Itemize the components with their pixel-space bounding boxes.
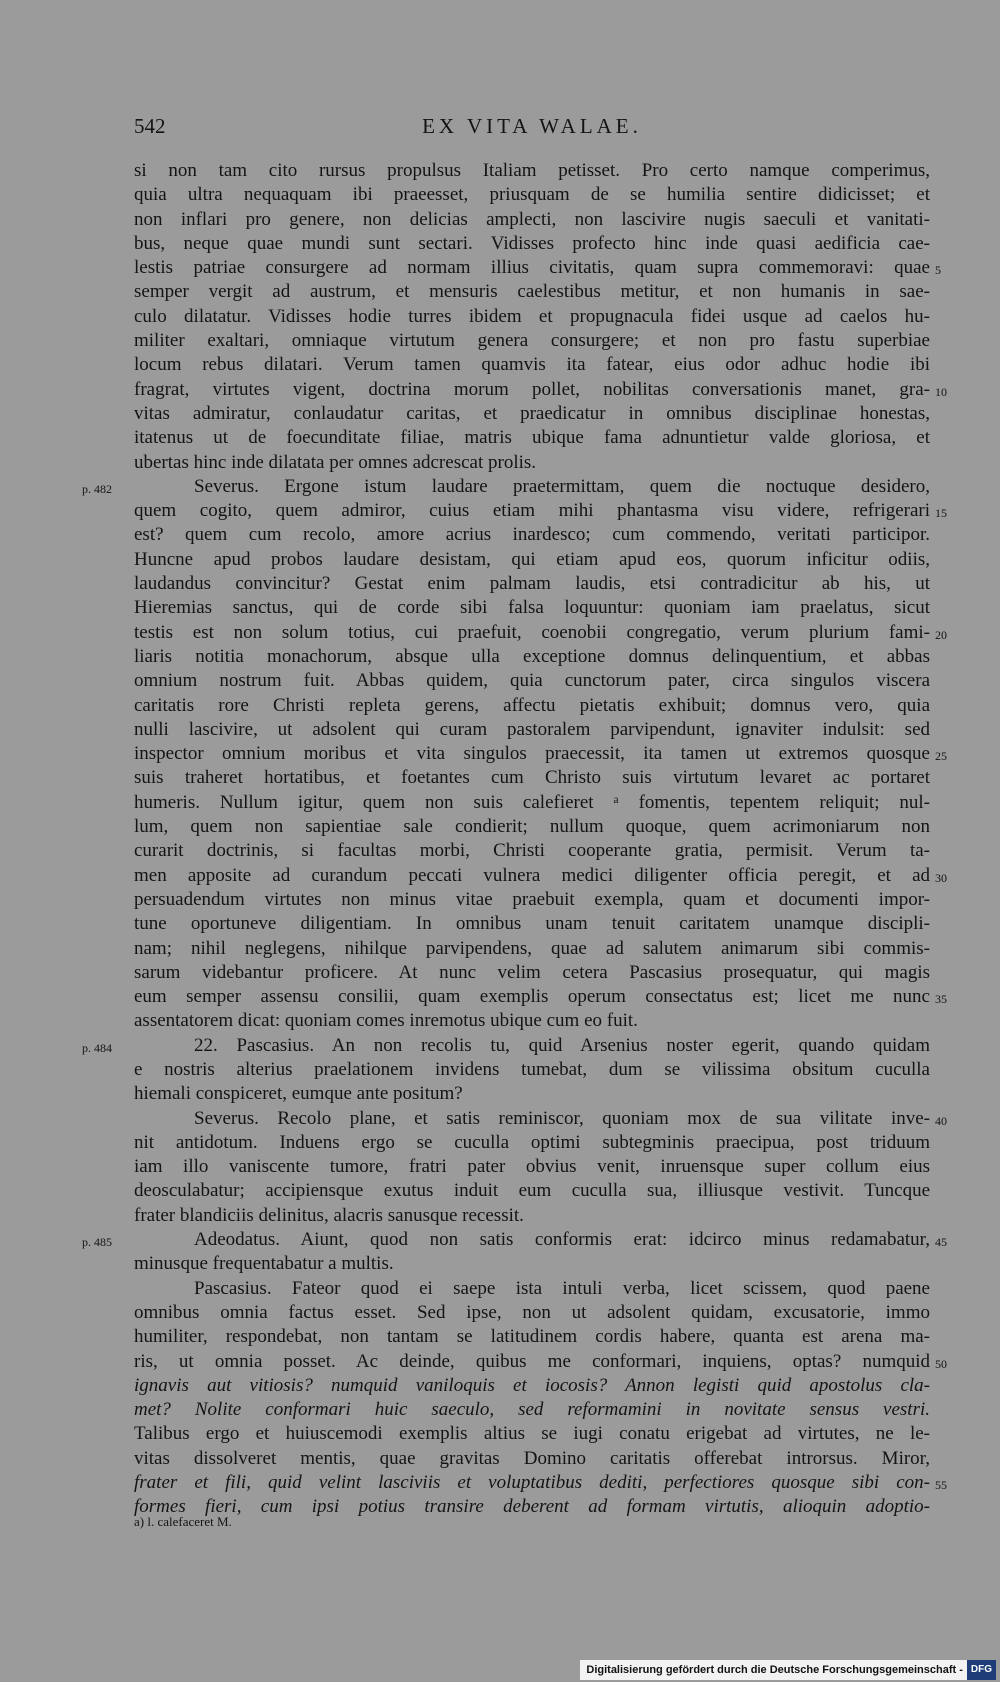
text-line: caritatis rore Christi repleta gerens, affectu pietatis exhibuit; domnus vero, quia [134, 694, 930, 716]
footnote: a) l. calefaceret M. [134, 1514, 232, 1529]
text-line: eum semper assensu consilii, quam exemplis operum consectatus est; licet me nunc [134, 986, 930, 1008]
text-line: Talibus ergo et huiuscemodi exemplis altius se iugi conatu erigebat ad virtutes, ne le- [134, 1423, 930, 1445]
page-reference: p. 482 [82, 481, 112, 496]
line-number: 5 [935, 263, 941, 278]
text-line: humeris. Nullum igitur, quem non suis calefieret ᵃ fomentis, tepentem reliquit; nul- [134, 791, 930, 813]
text-line: tune oportuneve diligentiam. In omnibus unam tenuit caritatem unamque discipli- [134, 913, 930, 935]
text-line: vitas admiratur, conlaudatur caritas, et praedicatur in omnibus disciplinae honestas, [134, 402, 930, 424]
page-number: 542 [134, 114, 166, 138]
line-number: 25 [935, 749, 947, 764]
line-number: 30 [935, 870, 947, 885]
page-reference: p. 485 [82, 1235, 112, 1250]
text-line: suis traheret hortatibus, et foetantes cum Christo suis virtutum levaret ac portaret [134, 767, 930, 789]
dfg-logo: DFG [967, 1660, 996, 1680]
text-line: Adeodatus. Aiunt, quod non satis conformis erat: idcirco minus redamabatur, [194, 1229, 930, 1251]
text-line: Severus. Recolo plane, et satis reminiscor, quoniam mox de sua vilitate inve- [194, 1107, 930, 1129]
text-line: militer exaltari, omniaque virtutum genera consurgere; et non pro fastu superbiae [134, 330, 930, 352]
text-line: omnibus omnia factus esset. Sed ipse, non ut adsolent quidam, excusatorie, immo [134, 1301, 930, 1323]
text-line: itatenus ut de foecunditate filiae, matris ubique fama adnuntietur valde gloriosa, et [134, 427, 930, 449]
running-title: EX VITA WALAE. [422, 114, 642, 138]
line-number: 45 [935, 1235, 947, 1250]
text-line: formes fieri, cum ipsi potius transire deberent ad formam virtutis, alioquin adoptio- [134, 1496, 930, 1518]
line-number: 55 [935, 1478, 947, 1493]
text-line: e nostris alterius praelationem invidens tumebat, dum se vilissima obsitum cuculla [134, 1058, 930, 1080]
text-line: Severus. Ergone istum laudare praetermittam, quem die noctuque desidero, [194, 475, 930, 497]
text-line: si non tam cito rursus propulsus Italiam petisset. Pro certo namque comperimus, [134, 160, 930, 181]
line-number: 40 [935, 1113, 947, 1128]
text-line: fragrat, virtutes vigent, doctrina morum pollet, nobilitas conversationis manet, gra- [134, 378, 930, 400]
text-line: iam illo vaniscente tumore, fratri pater obvius venit, inruensque super collum eius [134, 1156, 930, 1178]
text-line: inspector omnium moribus et vita singulos praecessit, ita tamen ut extremos quosque [134, 743, 930, 765]
text-line: Pascasius. Fateor quod ei saepe ista intuli verba, licet scissem, quod paene [194, 1277, 930, 1299]
text-line: persuadendum virtutes non minus vitae praebuit exempla, quam et documenti impor- [134, 888, 930, 910]
line-number: 15 [935, 506, 947, 521]
text-line: ubertas hinc inde dilatata per omnes adcrescat prolis. [134, 451, 537, 473]
text-line: testis est non solum totius, cui praefuit, coenobii congregatio, verum plurium fami- [134, 621, 930, 643]
line-number: 10 [935, 384, 947, 399]
text-line: liaris notitia monachorum, absque ulla exceptione domnus delinquentium, et abbas [134, 645, 930, 667]
text-line: assentatorem dicat: quoniam comes inremotus ubique cum eo fuit. [134, 1010, 638, 1032]
text-line: locum rebus dilatari. Verum tamen quamvis ita fatear, eius odor adhuc hodie ibi [134, 354, 930, 376]
text-line: sarum videbantur proficere. At nunc velim cetera Pascasius prosequatur, qui magis [134, 961, 930, 983]
text-line: Huncne apud probos laudare desistam, qui etiam apud eos, quorum inficitur odiis, [134, 548, 930, 570]
text-line: curarit doctrinis, si facultas morbi, Christi cooperante gratia, permisit. Verum ta- [134, 840, 930, 862]
text-line: est? quem cum recolo, amore acrius inardesco; cum commendo, veritati participor. [134, 524, 930, 546]
text-line: non inflari pro genere, non delicias amplecti, non lascivire nugis saeculi et vanitati- [134, 208, 930, 230]
text-line: vitas dissolveret mentis, quae gravitas Domino caritatis offerebat introrsus. Miror, [134, 1447, 930, 1469]
text-line: quem cogito, quem admiror, cuius etiam mihi phantasma visu videre, refrigerari [134, 500, 930, 522]
text-body [134, 159, 930, 1520]
text-line: culo dilatatur. Vidisses hodie turres ibidem et propugnacula fidei usque ad caelos hu- [134, 305, 930, 327]
text-line: semper vergit ad austrum, et mensuris caelestibus metitur, et non humanis in sae- [134, 281, 930, 303]
text-line: laudandus convincitur? Gestat enim palmam laudis, etsi contradicitur ab his, ut [134, 573, 930, 595]
text-line: nam; nihil neglegens, nihilque parvipendens, quae ad salutem animarum sibi commis- [134, 937, 930, 959]
text-line: omnium nostrum fuit. Abbas quidem, quia cunctorum pater, circa singulos viscera [134, 670, 930, 692]
text-line: humiliter, respondebat, non tantam se latitudinem cordis habere, quanta est arena ma- [134, 1326, 930, 1348]
text-line: lum, quem non sapientiae sale condierit; nullum quoque, quem acrimoniarum non [134, 816, 930, 838]
text-line: ris, ut omnia posset. Ac deinde, quibus me conformari, inquiens, optas? numquid [134, 1350, 930, 1372]
text-line: quia ultra nequaquam ibi praeesset, priusquam de se humilia sentire didicisset; et [134, 184, 930, 206]
line-number: 20 [935, 627, 947, 642]
text-line: deosculabatur; accipiensque exutus induit eum cuculla sua, illiusque vestivit. Tuncque [134, 1180, 930, 1202]
text-line: men apposite ad curandum peccati vulnera medici diligenter officia peregit, et ad [134, 864, 930, 886]
credit-text: Digitalisierung gefördert durch die Deutsche Forschungsgemeinschaft - [586, 1664, 963, 1676]
digitization-credit [580, 1660, 996, 1680]
running-header [134, 114, 930, 148]
text-line: lestis patriae consurgere ad normam illius civitatis, quam supra commemoravi: quae [134, 257, 930, 279]
page-reference: p. 484 [82, 1040, 112, 1055]
text-line: frater blandiciis delinitus, alacris sanusque recessit. [134, 1204, 524, 1226]
text-line: nulli lascivire, ut adsolent qui curam pastoralem parvipendunt, ignaviter indulsit: sed [134, 718, 930, 740]
text-line: hiemali conspiceret, eumque ante positum? [134, 1083, 463, 1105]
text-line: 22. Pascasius. An non recolis tu, quid Arsenius noster egerit, quando quidam [194, 1034, 930, 1056]
text-line: frater et fili, quid velint lasciviis et voluptatibus dediti, perfectiores quosque sibi con- [134, 1472, 930, 1494]
text-line: minusque frequentabatur a multis. [134, 1253, 394, 1275]
line-number: 50 [935, 1356, 947, 1371]
text-line: ignavis aut vitiosis? numquid vaniloquis et iocosis? Annon legisti quid apostolus cla- [134, 1374, 930, 1396]
text-line: Hieremias sanctus, qui de corde sibi falsa loquuntur: quoniam iam praelatus, sicut [134, 597, 930, 619]
text-line: bus, neque quae mundi sunt sectari. Vidisses profecto hinc inde quasi aedificia cae- [134, 232, 930, 254]
text-line: met? Nolite conformari huic saeculo, sed reformamini in novitate sensus vestri. [134, 1399, 930, 1421]
text-line: nit antidotum. Induens ergo se cuculla optimi subtegminis praecipua, post triduum [134, 1131, 930, 1153]
line-number: 35 [935, 992, 947, 1007]
